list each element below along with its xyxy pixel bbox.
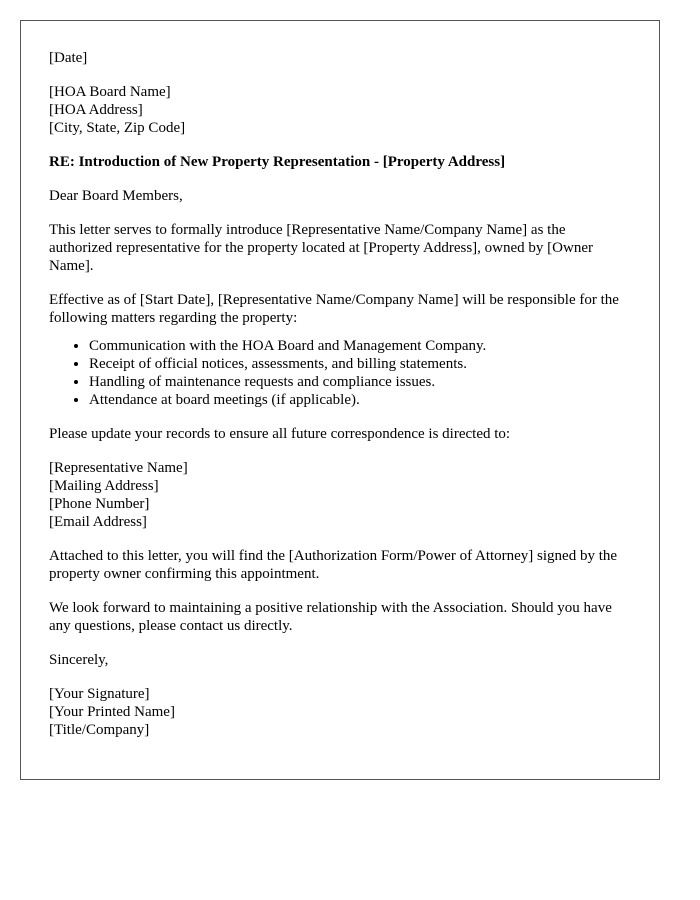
contact-mailing-address: [Mailing Address] <box>49 478 159 494</box>
list-item: • Communication with the HOA Board and Management Company. <box>89 337 631 355</box>
recipient-city-state-zip: [City, State, Zip Code] <box>49 120 186 136</box>
update-records-paragraph: Please update your records to ensure all future correspondence is directed to: <box>49 426 511 442</box>
responsibilities-intro: Effective as of [Start Date], [Representative Name/Company Name] will be responsible for the following matters regarding the property: <box>49 292 619 326</box>
contact-block <box>49 459 631 531</box>
list-item: • Handling of maintenance requests and compliance issues. <box>89 373 631 391</box>
attachment-paragraph: Attached to this letter, you will find the [Authorization Form/Power of Attorney] signed by the property owner confirming this appointment. <box>49 548 618 582</box>
signature-block <box>49 685 631 739</box>
letter-document <box>20 20 660 780</box>
signature-line: [Your Signature] <box>49 686 150 702</box>
closing: Sincerely, <box>49 652 109 668</box>
title-company: [Title/Company] <box>49 722 150 738</box>
intro-paragraph: This letter serves to formally introduce [Representative Name/Company Name] as the authorized representative for the property located at [Property Address], owned by [Owner Name]. <box>49 222 593 274</box>
recipient-address: [HOA Address] <box>49 102 143 118</box>
contact-email: [Email Address] <box>49 514 147 530</box>
recipient-block <box>49 83 631 137</box>
recipient-board-name: [HOA Board Name] <box>49 84 171 100</box>
salutation: Dear Board Members, <box>49 188 183 204</box>
list-item: • Attendance at board meetings (if applicable). <box>89 391 631 409</box>
contact-name: [Representative Name] <box>49 460 188 476</box>
contact-phone: [Phone Number] <box>49 496 150 512</box>
list-item: • Receipt of official notices, assessments, and billing statements. <box>89 355 631 373</box>
subject-line: RE: Introduction of New Property Representation - [Property Address] <box>49 154 506 170</box>
closing-paragraph: We look forward to maintaining a positive relationship with the Association. Should you have any questions, please contact us directly. <box>49 600 612 634</box>
printed-name: [Your Printed Name] <box>49 704 175 720</box>
letter-date: [Date] <box>49 50 88 66</box>
responsibilities-list <box>49 337 631 409</box>
